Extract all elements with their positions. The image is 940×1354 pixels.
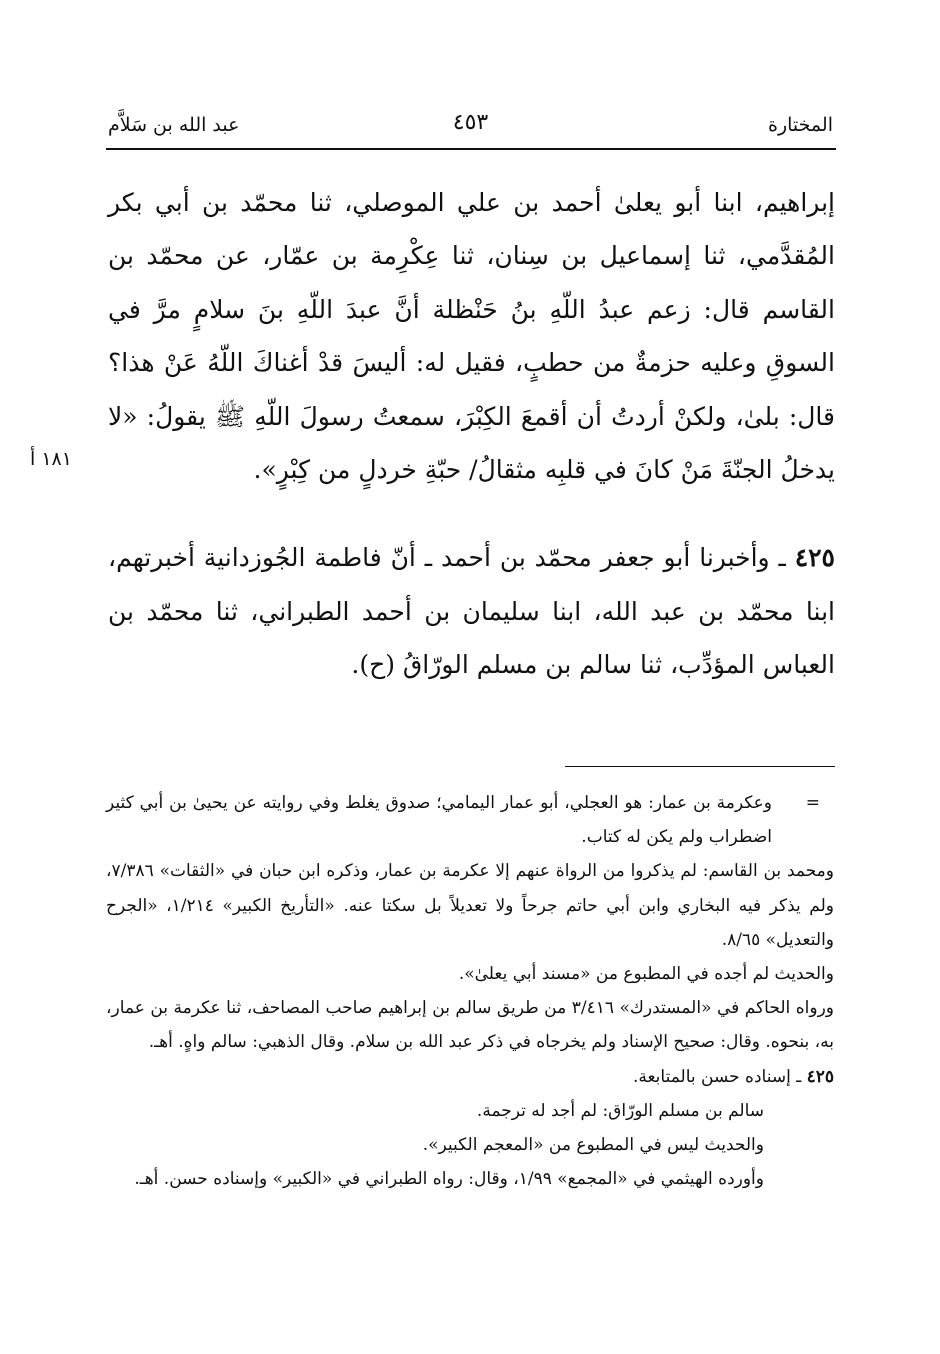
- hadith-paragraph-1: إبراهيم، ابنا أبو يعلىٰ أحمد بن علي الموصلي، ثنا محمّد بن أبي بكر المُقدَّمي، ثنا إسماعيل بن سِنان، ثنا عِكْرِمة بن عمّار، عن محمّد بن القاسم قال: زعم عبدُ اللّهِ بنُ حَنْظلة أنَّ عبدَ اللّهِ بنَ سلامٍ مرَّ في السوقِ وعليه حزمةٌ من حطبٍ، فقيل له: أليسَ قدْ أغناكَ اللّهُ عَنْ هذا؟ قال: بلىٰ، ولكنْ أردتُ أن أقمعَ الكِبْرَ، سمعتُ رسولَ اللّهِ ﷺ يقولُ: «لا يدخلُ الجنّةَ مَنْ كانَ في قلبِه مثقالُ/ حبّةِ خردلٍ من كِبْرٍ».: [108, 188, 835, 485]
- footnote-number: ٤٢٥: [806, 1066, 834, 1087]
- footnote-item: ورواه الحاكم في «المستدرك» ٣/٤١٦ من طريق سالم بن إبراهيم صاحب المصاحف، ثنا عكرمة بن عمار، به، بنحوه. وقال: صحيح الإسناد ولم يخرجاه في ذكر عبد الله بن سلام. وقال الذهبي: سالم واهٍ. أهـ.: [106, 998, 835, 1053]
- footnote-text: ـ إسناده حسن بالمتابعة.: [632, 1066, 802, 1087]
- main-text: [108, 176, 835, 692]
- footnote-item: ومحمد بن القاسم: لم يذكروا من الرواة عنهم إلا عكرمة بن عمار، وذكره ابن حبان في «الثقات» ٧/٣٨٦، ولم يذكر فيه البخاري وابن أبي حاتم جرحاً ولا تعديلاً بل سكتا عنه. «التأريخ الكبير» ١/٢١٤، «الجرح والتعديل» ٨/٦٥.: [106, 861, 834, 950]
- hadith-paragraph-2-text: ـ وأخبرنا أبو جعفر محمّد بن أحمد ـ أنّ فاطمة الجُوزدانية أخبرتهم، ابنا محمّد بن عبد الله، ابنا سليمان بن أحمد الطبراني، ثنا محمّد بن العباس المؤدِّب، ثنا سالم بن مسلم الورّاقُ (ح).: [108, 543, 835, 680]
- footnote-item: [106, 786, 834, 854]
- hadith-number: ٤٢٥: [794, 543, 835, 573]
- page-number: ٤٥٣: [452, 110, 489, 135]
- footnote-item: [106, 1060, 834, 1094]
- hadith-paragraph-2: [108, 531, 835, 691]
- book-title: المختارة: [768, 114, 833, 136]
- continuation-mark: =: [805, 793, 820, 813]
- footnotes: [106, 786, 834, 1196]
- footnote-item: والحديث لم أجده في المطبوع من «مسند أبي يعلىٰ».: [458, 964, 834, 985]
- header-divider: [106, 148, 836, 150]
- footnote-item: سالم بن مسلم الورّاق: لم أجد له ترجمة.: [476, 1100, 764, 1121]
- footnote-divider: [565, 766, 835, 767]
- manuscript-folio-note: ١٨١ أ: [30, 448, 72, 470]
- footnote-text: وعكرمة بن عمار: هو العجلي، أبو عمار اليمامي؛ صدوق يغلط وفي روايته عن يحيىٰ بن أبي كثير اضطراب ولم يكن له كتاب.: [106, 793, 772, 848]
- section-title: عبد الله بن سَلاَّم: [108, 114, 240, 136]
- footnote-item: والحديث ليس في المطبوع من «المعجم الكبير».: [422, 1135, 764, 1156]
- running-header: [108, 108, 833, 148]
- footnote-item: وأورده الهيثمي في «المجمع» ١/٩٩، وقال: رواه الطبراني في «الكبير» وإسناده حسن. أهـ.: [134, 1169, 764, 1190]
